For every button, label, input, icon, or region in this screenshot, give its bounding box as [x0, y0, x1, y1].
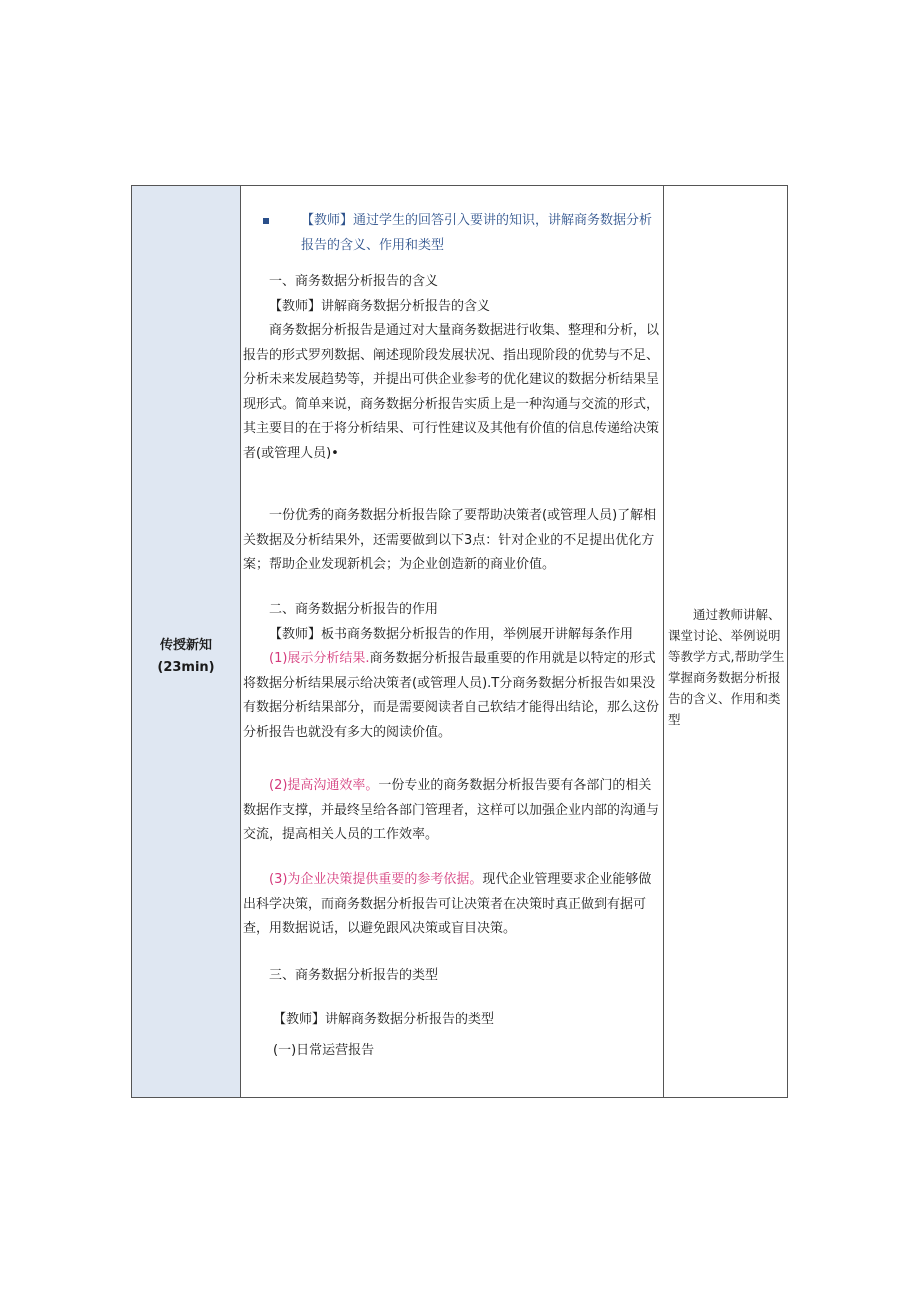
stage-cell: [132, 186, 241, 1097]
item1-label: (1)展示分析结果.: [269, 651, 370, 666]
section3-heading-block: [243, 964, 662, 989]
sec1-para1: 商务数据分析报告是通过对大量商务数据进行收集、整理和分析，以报告的形式罗列数据、阐述现阶段发展状况、指出现阶段的优势与不足、分析未来发展趋势等，并提出可供企业参考的优化建议的数据分析结果呈现形式。简单来说，商务数据分析报告实质上是一种沟通与交流的形式，其主要目的在于将分析结果、可行性建议及其他有价值的信息传递给决策者(或管理人员)•: [243, 323, 660, 461]
item3-paragraph: [243, 868, 662, 942]
item2-label: (2)提高沟通效率。: [269, 778, 379, 793]
stage-duration: (23min): [157, 659, 215, 675]
content-cell: [241, 186, 664, 1097]
item3-block: [243, 868, 662, 942]
item2-block: [243, 774, 662, 848]
sec1-teacher: 【教师】讲解商务数据分析报告的含义: [269, 298, 491, 314]
item2-paragraph: [243, 774, 662, 848]
lesson-table: [131, 185, 788, 1098]
item1-text: 商务数据分析报告最重要的作用就是以特定的形式将数据分析结果展示给决策者(或管理人员).T分商务数据分析报告如果没有数据分析结果部分，而是需要阅读者自己软结才能得出结论，那么这份分析报告也就没有多大的阅读价值。: [243, 651, 660, 740]
sec1-heading: 一、商务数据分析报告的含义: [269, 274, 439, 289]
sec3-teacher: 【教师】讲解商务数据分析报告的类型: [273, 1012, 495, 1027]
item1-paragraph: [243, 647, 662, 745]
section1: [243, 270, 662, 466]
intro-bullet-text: 【教师】通过学生的回答引入要讲的知识，讲解商务数据分析报告的含义、作用和类型: [301, 213, 653, 253]
section3-body: [243, 1008, 662, 1063]
section1-para2: [243, 504, 662, 578]
item2-text: 一份专业的商务数据分析报告要有各部门的相关数据作支撑，并最终呈给各部门管理者，这样可以加强企业内部的沟通与交流，提高相关人员的工作效率。: [243, 778, 660, 842]
intro-bullet-line: [241, 209, 660, 258]
sec2-heading: 二、商务数据分析报告的作用: [269, 602, 439, 617]
square-bullet-icon: [263, 218, 269, 224]
objective-text: 通过教师讲解、课堂讨论、举例说明等教学方式,帮助学生掌握商务数据分析报告的含义、作用和类型: [668, 606, 785, 727]
section2: [243, 598, 662, 745]
sec3-heading: 三、商务数据分析报告的类型: [269, 968, 439, 983]
item3-label: (3)为企业决策提供重要的参考依据。: [269, 872, 483, 887]
item3-text: 现代企业管理要求企业能够做出科学决策，而商务数据分析报告可让决策者在决策时真正做到有据可查，用数据说话，以避免跟风决策或盲目决策。: [243, 872, 652, 936]
stage-title: 传授新知: [159, 637, 212, 653]
sec3-sub1: (一)日常运营报告: [273, 1042, 375, 1058]
objective-cell: [664, 186, 787, 1097]
sec1-para2: 一份优秀的商务数据分析报告除了要帮助决策者(或管理人员)了解相关数据及分析结果外，还需要做到以下3点：针对企业的不足提出优化方案；帮助企业发现新机会；为企业创造新的商业价值。: [243, 508, 657, 572]
sec2-teacher: 【教师】板书商务数据分析报告的作用，举例展开讲解每条作用: [269, 626, 634, 642]
